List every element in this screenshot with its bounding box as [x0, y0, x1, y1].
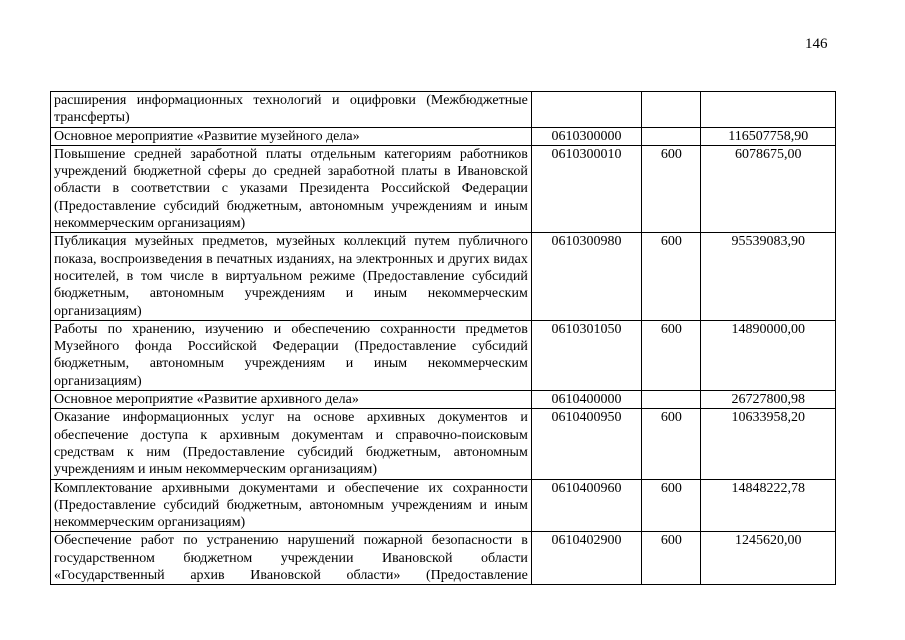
- row-sum-cell: 6078675,00: [701, 145, 836, 232]
- row-sum-cell: 116507758,90: [701, 127, 836, 145]
- row-code-cell: 0610300000: [531, 127, 641, 145]
- table-row: [51, 233, 836, 320]
- row-code-cell: 0610300010: [531, 145, 641, 232]
- row-name-cell: Оказание информационных услуг на основе архивных документов и обеспечение доступа к архивным документам и справочно-поисковым средствам к ним (Предоставление субсидий бюджетным, автономным учреждениям и иным некоммерческим организациям): [51, 409, 532, 479]
- table-row: [51, 145, 836, 232]
- table-row: [51, 532, 836, 585]
- row-code-cell: [531, 92, 641, 128]
- row-sum-cell: 1245620,00: [701, 532, 836, 585]
- table-row: [51, 391, 836, 409]
- row-code-cell: 0610301050: [531, 320, 641, 390]
- row-name-cell: Основное мероприятие «Развитие музейного дела»: [51, 127, 532, 145]
- row-sum-cell: 26727800,98: [701, 391, 836, 409]
- row-code-cell: 0610400960: [531, 479, 641, 532]
- row-type-cell: [642, 391, 701, 409]
- row-type-cell: [642, 127, 701, 145]
- table-row: [51, 479, 836, 532]
- table-row: [51, 92, 836, 128]
- row-name-cell: Комплектование архивными документами и обеспечение их сохранности (Предоставление субсидий бюджетным, автономным учреждениям и иным некоммерческим организациям): [51, 479, 532, 532]
- row-sum-cell: 95539083,90: [701, 233, 836, 320]
- row-sum-cell: 14848222,78: [701, 479, 836, 532]
- row-type-cell: 600: [642, 479, 701, 532]
- row-name-cell: Обеспечение работ по устранению нарушений пожарной безопасности в государственном бюджетном учреждении Ивановской области «Государственный архив Ивановской области» (Предоставление: [51, 532, 532, 585]
- row-name-cell: Основное мероприятие «Развитие архивного дела»: [51, 391, 532, 409]
- table-row: [51, 320, 836, 390]
- table-row: [51, 409, 836, 479]
- table-row: [51, 127, 836, 145]
- row-code-cell: 0610300980: [531, 233, 641, 320]
- row-name-cell: Повышение средней заработной платы отдельным категориям работников учреждений бюджетной сферы до средней заработной платы в Ивановской области в соответствии с указами Президента Российской Федерации (Предоставление субсидий бюджетным, автономным учреждениям и иным некоммерческим организациям): [51, 145, 532, 232]
- row-name-cell: расширения информационных технологий и оцифровки (Межбюджетные трансферты): [51, 92, 532, 128]
- row-type-cell: 600: [642, 233, 701, 320]
- row-name-cell: Работы по хранению, изучению и обеспечению сохранности предметов Музейного фонда Российской Федерации (Предоставление субсидий бюджетным, автономным учреждениям и иным некоммерческим организациям): [51, 320, 532, 390]
- row-code-cell: 0610402900: [531, 532, 641, 585]
- row-code-cell: 0610400950: [531, 409, 641, 479]
- row-name-cell: Публикация музейных предметов, музейных коллекций путем публичного показа, воспроизведения в печатных изданиях, на электронных и других видах носителей, в том числе в виртуальном режиме (Предоставление субсидий бюджетным, автономным учреждениям и иным некоммерческим организациям): [51, 233, 532, 320]
- row-type-cell: [642, 92, 701, 128]
- row-sum-cell: [701, 92, 836, 128]
- budget-table: [50, 91, 836, 585]
- row-type-cell: 600: [642, 409, 701, 479]
- page-number: 146: [805, 36, 828, 52]
- row-type-cell: 600: [642, 145, 701, 232]
- row-type-cell: 600: [642, 320, 701, 390]
- row-type-cell: 600: [642, 532, 701, 585]
- row-sum-cell: 14890000,00: [701, 320, 836, 390]
- row-code-cell: 0610400000: [531, 391, 641, 409]
- row-sum-cell: 10633958,20: [701, 409, 836, 479]
